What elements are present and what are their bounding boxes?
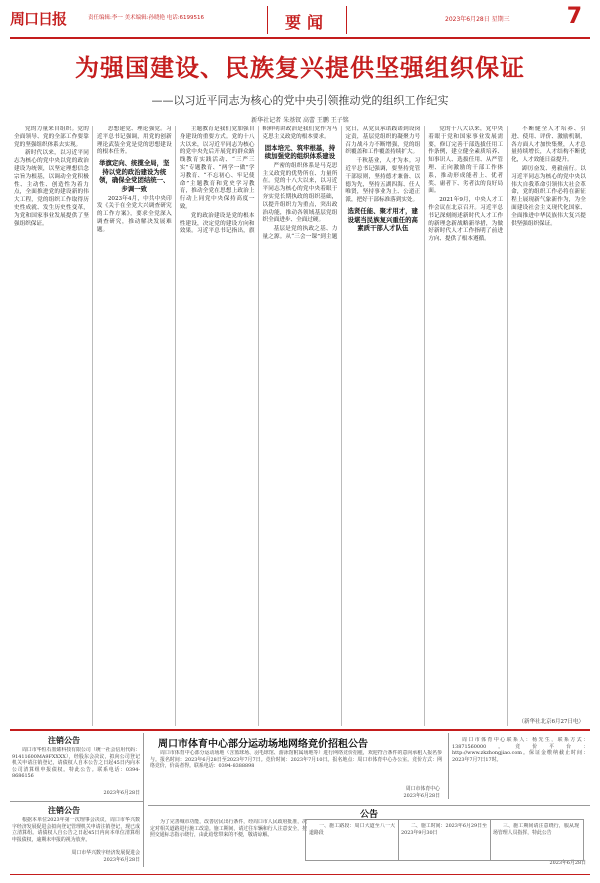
masthead bbox=[10, 6, 590, 36]
body-paragraph: 主题教育是我们党加强自身建设的重要方式。党的十八大以来，以习近平同志为核心的党中央先后开展党的群众路线教育实践活动、“三严三实”专题教育、“两学一做”学习教育、“不忘初心、牢记使命”主题教育和党史学习教育，推动全党在思想上政治上行动上同党中央保持高度一致。 bbox=[179, 126, 255, 210]
section-title: 要闻 bbox=[284, 13, 329, 32]
body-paragraph: 党的力量来自组织。党的全面领导、党的全部工作要靠党的坚强组织体系去实现。 bbox=[14, 126, 89, 148]
section-heading-2: 固本培元、筑牢根基，持续加强党的组织体系建设 bbox=[264, 143, 336, 161]
body-paragraph: 党的政治建设是党的根本性建设，决定党的建设方向和效果。习近平总书记指出，旗帜鲜明讲政治是我们党作为马克思主义政党的根本要求。 bbox=[179, 126, 338, 235]
notice-divider bbox=[143, 733, 144, 867]
notice-date: 2023年6月28日 bbox=[549, 860, 586, 866]
notice-title: 周口市体育中心部分运动场地网络竞价招租公告 bbox=[158, 739, 368, 750]
notices-rule bbox=[10, 729, 590, 731]
article-body bbox=[14, 126, 586, 726]
notice-title: 注销公告 bbox=[48, 736, 80, 745]
notice-title: 注销公告 bbox=[48, 806, 80, 815]
body-paragraph: 不断健全人才培养、引进、使用、评价、激励机制，各方面人才加快集聚，人才总量持续增长，人才结构不断优化，人才效能日益提升。 bbox=[511, 126, 586, 164]
newspaper-logo: 周口日报 bbox=[10, 10, 67, 28]
issue-date: 2023年6月28日 星期三 bbox=[445, 16, 510, 23]
body-paragraph: 基层是党的执政之基、力量之源。从“三会一课”到主题党日，从党员承诺践诺到设岗定责，基层党组织的凝聚力号召力战斗力不断增强，党的组织覆盖和工作覆盖持续扩大。 bbox=[262, 126, 421, 240]
body-paragraph: 新时代以来，以习近平同志为核心的党中央以党的政治建设为统领，以坚定理想信念宗旨为根基，以调动全党积极性、主动性、创造性为着力点，全面推进党的建设新的伟大工程，党的组织工作取得历史性成就、发生历史性变革，为党和国家事业发展提供了坚强组织保证。 bbox=[14, 150, 89, 227]
notice-divider bbox=[10, 801, 143, 802]
notice-signature: 周口市华兴数字经济发展促进会 bbox=[71, 850, 140, 856]
notice-date: 2023年6月28日 bbox=[103, 790, 140, 796]
article-headline: 为强国建设、民族复兴提供坚强组织保证 bbox=[75, 54, 525, 82]
footer-rule bbox=[10, 874, 590, 875]
notice-text: 周口市华恒石墨烯科技有限公司（统一社会信用代码：91411600MA9FXXXX），经股东会决议，拟向公司登记机关申请注销登记，请债权人自本公告之日起45日内向本公司清算组申报债权。特此公告。联系电话：0394-8686156 bbox=[12, 747, 140, 779]
notice-text: 为了完善城市功能，改善居民出行条件，经周口市人民政府批准，决定对相关道路进行施工改造。施工期间，请过往车辆和行人注意安全，按照交通标志指示绕行，由此给您带来的不便，敬请谅解。 bbox=[150, 819, 307, 838]
section-box bbox=[267, 6, 347, 34]
notice-signature: 周口市体育中心 bbox=[405, 786, 440, 792]
table-cell: 一、施工路段：周口大道至八一大道路段 bbox=[309, 823, 395, 836]
notice-text: 根据本单位2023年第一次理事会决议，周口市华兴数字经济发展促进会拟向登记管理机关申请注销登记，现已成立清算组。请债权人自公告之日起45日内向本单位清算组申报债权，逾期未申报的视为放弃。 bbox=[12, 817, 140, 843]
page-number: 7 bbox=[566, 4, 582, 29]
notice-title: 公告 bbox=[360, 810, 379, 820]
section-heading-3: 选贤任能、聚才用才，建设堪当民族复兴重任的高素质干部人才队伍 bbox=[347, 206, 418, 233]
article-byline: 新华社记者 朱基钗 高蕾 王鹏 王子铭 bbox=[251, 117, 349, 124]
article-subhead: ——以习近平同志为核心的党中央引领推动党的组织工作纪实 bbox=[151, 94, 449, 107]
body-paragraph: 思想建党、理论强党。习近平总书记强调，用党的创新理论武装全党是党的思想建设的根本任务。 bbox=[96, 126, 172, 156]
table-cell: 三、施工期间请注意绕行，服从现场管理人员指挥，特此公告 bbox=[493, 823, 579, 836]
section-heading-1: 举旗定向、统揽全局，坚持以党的政治建设为统领，确保全党团结统一、步调一致 bbox=[99, 159, 170, 193]
article-end-note: （新华社北京6月27日电） bbox=[518, 719, 584, 725]
masthead-rule bbox=[10, 37, 590, 39]
body-paragraph: 2023年4月，中共中央印发《关于在全党大兴调查研究的工作方案》，要求全党深入调查研究，推动解决发展难题。 bbox=[96, 195, 172, 233]
body-paragraph: 2021年9月，中央人才工作会议在北京召开。习近平总书记深刻阐述新时代人才工作的新理念新战略新举措，为做好新时代人才工作指明了前进方向、提供了根本遵循。 bbox=[428, 197, 504, 243]
body-paragraph: 严密的组织体系是马克思主义政党的优势所在、力量所在。党的十八大以来，以习近平同志为核心的党中央着眼于夯实党长期执政的组织基础，以提升组织力为重点，突出政治功能，推动各领域基层党组织全面进步、全面过硬。 bbox=[262, 162, 338, 224]
table-divider bbox=[490, 820, 491, 860]
table-cell: 二、施工时间：2023年6月29日至2023年9月30日 bbox=[401, 823, 487, 836]
body-paragraph: 党的十八大以来，党中央着眼于党和国家事业发展需要，修订完善干部选拔任用工作条例，建立健全素质培养、知事识人、选拔任用、从严管理、正向激励的干部工作体系，推动形成能者上、优者奖、庸者下、劣者汰的良好局面。 bbox=[428, 126, 504, 195]
notice-date: 2023年6月28日 bbox=[403, 793, 440, 799]
body-paragraph: 千秋基业，人才为本。习近平总书记强调，要坚持党管干部原则，坚持德才兼备、以德为先，坚持五湖四海、任人唯贤，坚持事业为上、公道正派，把好干部标准落到实处。 bbox=[345, 158, 421, 204]
table-divider bbox=[398, 820, 399, 860]
notice-date: 2023年6月28日 bbox=[103, 857, 140, 863]
notice-text: 周口市体育中心联系人：杨先生，联系方式：13871560000。竞价平台：http://www.zkzhongjiao.com。保证金缴纳截止时间：2023年7月7日17时。 bbox=[452, 737, 588, 763]
notice-divider bbox=[448, 733, 449, 799]
notice-text: 周口市体育中心部分运动场地（含篮球场、羽毛球馆、游泳馆附属场地等）进行网络竞价招租，欢迎符合条件的意向承租人报名参与。报名时间：2023年6月28日至2023年7月7日。竞价时间：2023年7月10日。报名地点：周口市体育中心办公室。竞价方式：网络竞价，价高者得。联系电话：0394-8388898 bbox=[150, 750, 442, 769]
editor-credits: 责任编辑:李一 美术编辑:孙晓艳 电话:6199516 bbox=[88, 15, 205, 21]
body-paragraph: 踔厉奋发、勇毅前行。以习近平同志为核心的党中央以伟大自我革命引领伟大社会革命，党的组织工作必将在新征程上展现新气象新作为，为全面建设社会主义现代化国家、全面推进中华民族伟大复兴提供坚强组织保证。 bbox=[511, 165, 586, 227]
notice-table bbox=[305, 819, 584, 861]
notice-divider bbox=[148, 805, 590, 806]
